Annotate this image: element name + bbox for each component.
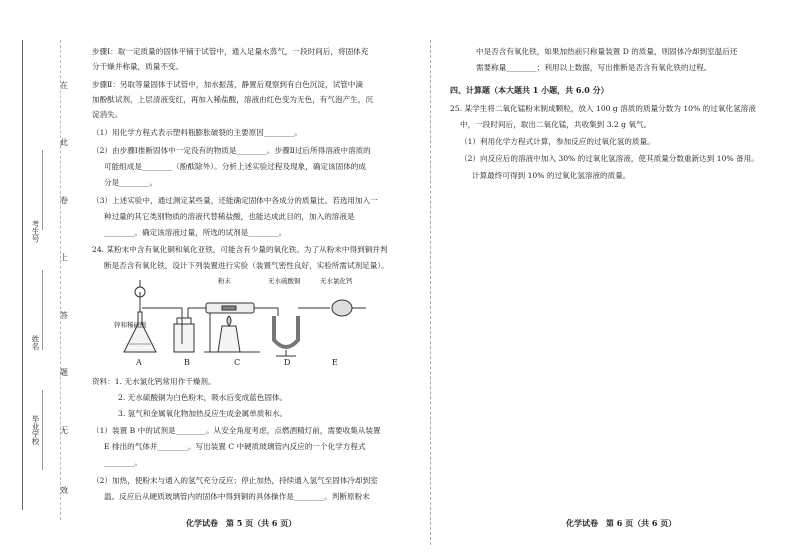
margin-char: 在 — [60, 81, 68, 90]
margin-char: 答 — [60, 311, 68, 320]
text-line: 需要称量________；利用以上数据，写出推断是否含有氧化铁的过程。 — [476, 63, 712, 72]
section-title: 四、计算题（本大题共 1 小题，共 6.0 分） — [450, 85, 609, 95]
note-cacl2: 无水氯化钙 — [320, 277, 353, 285]
text-line: ________。确定该溶液过量，所选的试剂是________。 — [104, 228, 287, 237]
label-b: B — [184, 358, 190, 367]
text-line: 中，一段时间后，取出二氧化锰，共收集到 3.2 g 氧气。 — [460, 120, 652, 129]
cut-line — [60, 40, 61, 520]
text-line: ________。 — [104, 458, 142, 467]
label-c: C — [234, 358, 241, 367]
text-line: 24. 某粉末中含有氧化铜和氧化亚铁，可能含有少量的氧化铁。为了从粉末中得到铜并判 — [92, 245, 388, 254]
answer-line — [42, 150, 43, 230]
text-line: （2）由步骤Ⅰ推断固体中一定没有的物质是________。步骤Ⅱ过后所得溶液中溶质的 — [92, 146, 371, 155]
field-name: 姓名 — [31, 335, 40, 350]
text-line: 可能组成是________（酚酞除外）。分析上述实验过程及现象，确定该固体的成 — [104, 162, 366, 171]
u-tube-d-icon — [274, 316, 298, 356]
text-line: 种过量的其它类别物质的溶液代替稀盐酸，也能达成此目的，加入的溶液是 — [104, 212, 355, 221]
text-line: 25. 某学生将二氧化锰粉末制成颗粒，放入 100 g 溶质的质量分数为 10% 的过氧化氢溶液 — [450, 104, 756, 113]
binding-line — [22, 40, 23, 510]
margin-char: 上 — [60, 253, 68, 262]
text-line: （1）用化学方程式表示塑料瓶膨胀破裂的主要原因________。 — [92, 128, 302, 137]
text-line: 资料：1. 无水氯化钙常用作干燥剂。 — [92, 377, 216, 386]
margin-char: 题 — [60, 368, 68, 377]
page-footer-right: 化学试卷 第 6 页（共 6 页） — [566, 518, 677, 528]
text-line: （1）利用化学方程式计算，参加反应的过氧化氢的质量。 — [460, 137, 655, 146]
text-line: （2）向反应后的溶液中加入 30% 的过氧化氢溶液，使其质量分数重新达到 10% 备用。 — [460, 154, 759, 163]
flask-a-icon — [124, 280, 156, 352]
note-cuso4: 无水硫酸铜 — [268, 277, 301, 285]
label-d: D — [284, 358, 291, 367]
answer-line — [42, 270, 43, 350]
text-line: 淀消失。 — [92, 110, 123, 119]
text-line: 温。反应后从硬质玻璃管内的固体中得到铜的具体操作是________。判断原粉末 — [104, 492, 370, 501]
margin-char: 无 — [60, 426, 68, 435]
note-zinc: 锌和稀硫酸 — [114, 321, 147, 329]
field-exam-number: 考生号 — [31, 220, 40, 243]
text-line: 步骤Ⅰ：取一定质量的固体平铺于试管中，通入足量水蒸气，一段时间后，将固体充 — [92, 47, 369, 56]
text-line: （1）装置 B 中的试剂是________。从安全角度考虑，点燃酒精灯前，需要收集从装置 — [92, 426, 381, 435]
tube-cd — [254, 308, 278, 316]
label-e: E — [332, 358, 338, 367]
tube-c-icon — [204, 303, 260, 352]
text-line: （3）上述实验中，通过测定某些量，还能确定固体中各成分的质量比。若选用加入一 — [92, 196, 378, 205]
note-powder: 粉末 — [218, 277, 231, 285]
column-divider — [430, 40, 431, 545]
page-footer-left: 化学试卷 第 5 页（共 6 页） — [186, 518, 297, 528]
text-line: 2. 无水硫酸铜为白色粉末，吸水后变成蓝色固体。 — [118, 393, 288, 402]
field-school: 毕业学校 — [31, 415, 40, 445]
text-line: E 排出的气体并________。写出装置 C 中硬质玻璃管内反应的一个化学方程式 — [104, 442, 366, 451]
tube-ab — [142, 308, 182, 320]
apparatus-diagram — [110, 272, 400, 372]
text-line: 3. 氢气和金属氧化物加热反应生成金属单质和水。 — [118, 409, 288, 418]
margin-char: 此 — [60, 138, 68, 147]
bottle-b-icon — [174, 308, 194, 352]
text-line: 分干燥并称量，质量不变。 — [92, 62, 184, 71]
drying-tube-e-icon — [332, 300, 366, 316]
text-line: 步骤Ⅱ：另取等量固体于试管中，加水振荡，静置后观察到有白色沉淀，试管中滴 — [92, 80, 363, 89]
text-line: 断是否含有氧化铁，设计下列装置进行实验（装置气密性良好，实验所需试剂足量）。 — [104, 261, 389, 270]
margin-char: 效 — [60, 486, 68, 495]
text-line: 加酚酞试剂，上层清液变红，再加入稀盐酸，溶液由红色变为无色，有气泡产生，沉 — [92, 95, 373, 104]
label-a: A — [136, 358, 142, 367]
text-line: （2）加热，使粉末与通入的氢气充分反应；停止加热，持续通入氢气至固体冷却到室 — [92, 476, 378, 485]
text-line: 计算最终可得到 10% 的过氧化氢溶液的质量。 — [472, 171, 631, 180]
text-line: 中是否含有氧化铁，如果加热前只称量装置 D 的质量，则固体冷却到室温后还 — [476, 47, 738, 56]
answer-line — [42, 390, 43, 470]
text-line: 分是________。 — [104, 178, 158, 187]
margin-char: 卷 — [60, 196, 68, 205]
